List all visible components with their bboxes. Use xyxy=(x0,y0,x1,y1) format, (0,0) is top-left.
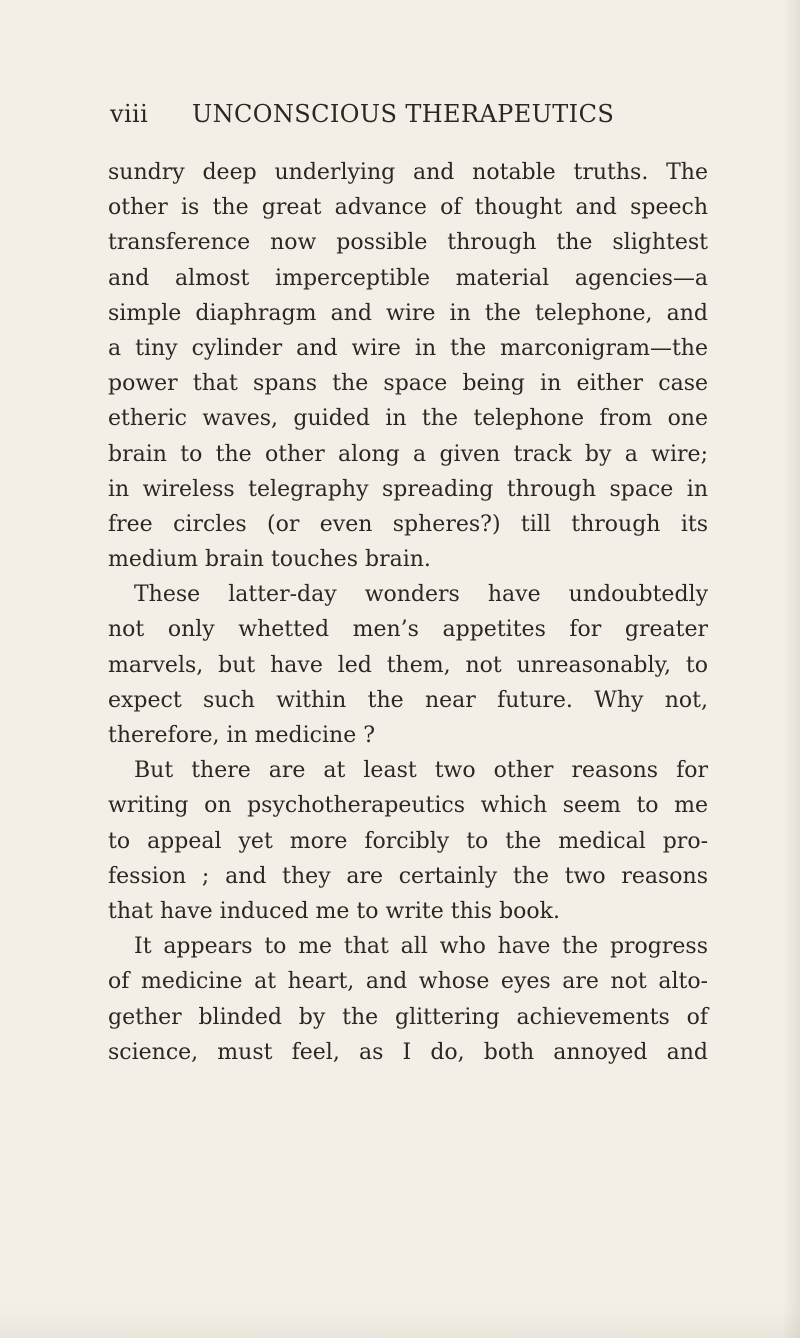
text-line: transference now possible through the slightest xyxy=(108,230,708,256)
text-line: expect such within the near future. Why not, xyxy=(108,687,708,713)
text-line: But there are at least two other reasons for xyxy=(134,758,708,784)
running-header xyxy=(110,100,710,140)
page-edge-shadow xyxy=(782,0,800,1338)
text-line: brain to the other along a given track by a wire; xyxy=(108,441,708,467)
text-line: free circles (or even spheres?) till through its xyxy=(108,511,708,537)
running-title: UNCONSCIOUS THERAPEUTICS xyxy=(192,100,615,128)
text-line: power that spans the space being in either case xyxy=(108,371,708,397)
text-line: etheric waves, guided in the telephone from one xyxy=(108,406,708,432)
text-line: to appeal yet more forcibly to the medical pro- xyxy=(108,828,708,854)
text-line: marvels, but have led them, not unreasonably, to xyxy=(108,652,708,678)
text-line: a tiny cylinder and wire in the marconigram—the xyxy=(108,335,708,361)
text-line: other is the great advance of thought and speech xyxy=(108,195,708,221)
text-line: in wireless telegraphy spreading through space in xyxy=(108,476,708,502)
text-line: simple diaphragm and wire in the telephone, and xyxy=(108,300,708,326)
text-line: science, must feel, as I do, both annoyed and xyxy=(108,1039,708,1065)
text-line: These latter-day wonders have undoubtedly xyxy=(134,582,708,608)
text-line: fession ; and they are certainly the two reasons xyxy=(108,863,708,889)
text-line: gether blinded by the glittering achievements of xyxy=(108,1004,708,1030)
body-text xyxy=(108,155,708,1070)
text-line: writing on psychotherapeutics which seem to me xyxy=(108,793,708,819)
text-line: not only whetted men’s appetites for greater xyxy=(108,617,708,643)
text-line: sundry deep underlying and notable truths. The xyxy=(108,160,708,185)
text-line: that have induced me to write this book. xyxy=(108,898,560,924)
text-line: of medicine at heart, and whose eyes are not alto- xyxy=(108,969,708,995)
text-line: therefore, in medicine ? xyxy=(108,723,376,748)
page-bottom-shadow xyxy=(0,1308,800,1338)
text-line: It appears to me that all who have the progress xyxy=(134,934,708,960)
page-number: viii xyxy=(110,100,149,128)
text-line: and almost imperceptible material agencies—a xyxy=(108,265,708,291)
text-line: medium brain touches brain. xyxy=(108,547,431,573)
